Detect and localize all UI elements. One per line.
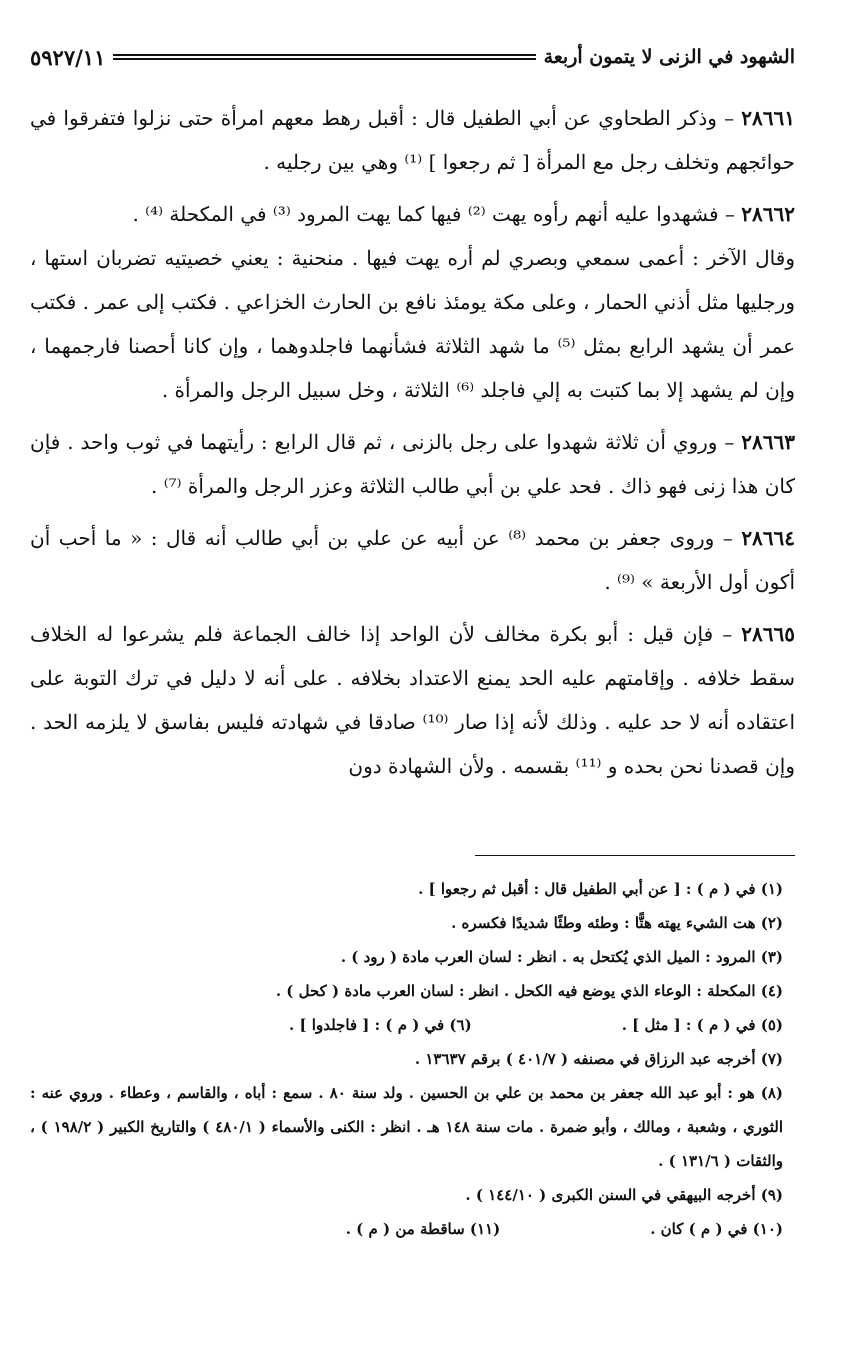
- paragraph: [30, 516, 795, 604]
- paragraph-number: ٢٨٦٦٣: [741, 430, 795, 454]
- paragraph: [30, 192, 795, 236]
- footnote-9: (٩) أخرجه البيهقي في السنن الكبرى ( ١٤٤/١٠ ) .: [465, 1186, 783, 1204]
- paragraph: [30, 420, 795, 508]
- footnote-3: (٣) المرود : الميل الذي يُكتحل به . انظر : لسان العرب مادة ( رود ) .: [340, 948, 783, 966]
- footnote-8: (٨) هو : أبو عبد الله جعفر بن محمد بن علي بن الحسين . ولد سنة ٨٠ . سمع : أباه ، والقاسم ، وعطاء . وروي عنه : الثوري ، وشعبة ، ومالك ، وأبو ضمرة . مات سنة ١٤٨ هـ . انظر : الكنى والأسماء ( ٤٨٠/١ ) والتاريخ الكبير ( ١٩٨/٢ ) ، والثقات ( ١٣١/٦ ) .: [30, 1084, 783, 1170]
- paragraph-text: وقال الآخر : أعمى سمعي وبصري لم أره يهت فيها . منحنية : يعني خصيتيه تضربان استها ، ورجليها مثل أذني الحمار ، وعلى مكة يومئذ نافع بن الحارث الخزاعي . فكتب إلى عمر . فكتب عمر أن يشهد الرابع بمثل ⁽⁵⁾ ما شهد الثلاثة فشأنهما فاجلدوهما ، وإن كانا أحصنا فارجمهما ، وإن لم يشهد إلا بما كتبت به إلي فاجلد ⁽⁶⁾ الثلاثة ، وخل سبيل الرجل والمرأة .: [30, 246, 795, 402]
- page-number: ٥٩٢٧/١١: [30, 44, 106, 70]
- footnote-2: (٢) هت الشيء يهته هتًّا : وطئه وطئًا شديدًا فكسره .: [451, 914, 783, 932]
- paragraph-number: ٢٨٦٦٢: [741, 202, 795, 226]
- paragraph-number: ٢٨٦٦١: [741, 106, 795, 130]
- page-header: [30, 40, 795, 74]
- paragraph-text: – وروى جعفر بن محمد ⁽⁸⁾ عن أبيه عن علي بن أبي طالب أنه قال : « ما أحب أن أكون أول الأربعة » ⁽⁹⁾ .: [30, 526, 795, 594]
- paragraph-text: – فشهدوا عليه أنهم رأوه يهت ⁽²⁾ فيها كما يهت المرود ⁽³⁾ في المكحلة ⁽⁴⁾ .: [132, 202, 735, 226]
- paragraph-text: – وروي أن ثلاثة شهدوا على رجل بالزنى ، ثم قال الرابع : رأيتهما في ثوب واحد . فإن كان هذا زنى فهو ذاك . فحد علي بن أبي طالب الثلاثة وعزر الرجل والمرأة ⁽⁷⁾ .: [30, 430, 795, 498]
- footnote-6: (٦) في ( م ) : [ فاجلدوا ] .: [289, 1016, 472, 1034]
- footnote-1: (١) في ( م ) : [ عن أبي الطفيل قال : أقبل ثم رجعوا ] .: [418, 880, 783, 898]
- paragraph: [30, 612, 795, 788]
- footnote-11: (١١) ساقطة من ( م ) .: [345, 1220, 501, 1238]
- footnote-5: (٥) في ( م ) : [ مثل ] .: [621, 1016, 783, 1034]
- footnote-row: [30, 1212, 783, 1246]
- paragraph-text: – وذكر الطحاوي عن أبي الطفيل قال : أقبل رهط معهم امرأة حتى نزلوا فتفرقوا في حوائجهم وتخلف رجل مع المرأة [ ثم رجعوا ] ⁽¹⁾ وهي بين رجليه .: [30, 106, 795, 174]
- paragraph-number: ٢٨٦٦٤: [741, 526, 796, 550]
- footnote-separator: [475, 855, 795, 856]
- footnote-4: (٤) المكحلة : الوعاء الذي يوضع فيه الكحل . انظر : لسان العرب مادة ( كحل ) .: [275, 982, 783, 1000]
- footnotes: [30, 872, 783, 1246]
- paragraph-text: – فإن قيل : أبو بكرة مخالف لأن الواحد إذا خالف الجماعة فلم يشرعوا له الخلاف سقط خلافه . وإقامتهم عليه الحد يمنع الاعتداد بخلافه . على أنه لا دليل في ترك التوبة على اعتقاده أنه لا حد عليه . وذلك لأنه إذا صار ⁽¹⁰⁾ صادقا في شهادته فليس بفاسق لا يلزمه الحد . وإن قصدنا نحن بحده و ⁽¹¹⁾ بقسمه . ولأن الشهادة دون: [30, 622, 796, 778]
- paragraph: [30, 236, 795, 412]
- header-rule: [113, 54, 535, 60]
- footnote-10: (١٠) في ( م ) كان .: [650, 1220, 783, 1238]
- running-title: الشهود في الزنى لا يتمون أربعة: [543, 46, 795, 68]
- paragraph-number: ٢٨٦٦٥: [741, 622, 796, 646]
- footnote-7: (٧) أخرجه عبد الرزاق في مصنفه ( ٤٠١/٧ ) برقم ١٣٦٣٧ .: [414, 1050, 783, 1068]
- footnote-row: [30, 1008, 783, 1042]
- paragraph: [30, 96, 795, 184]
- main-text: [30, 96, 795, 796]
